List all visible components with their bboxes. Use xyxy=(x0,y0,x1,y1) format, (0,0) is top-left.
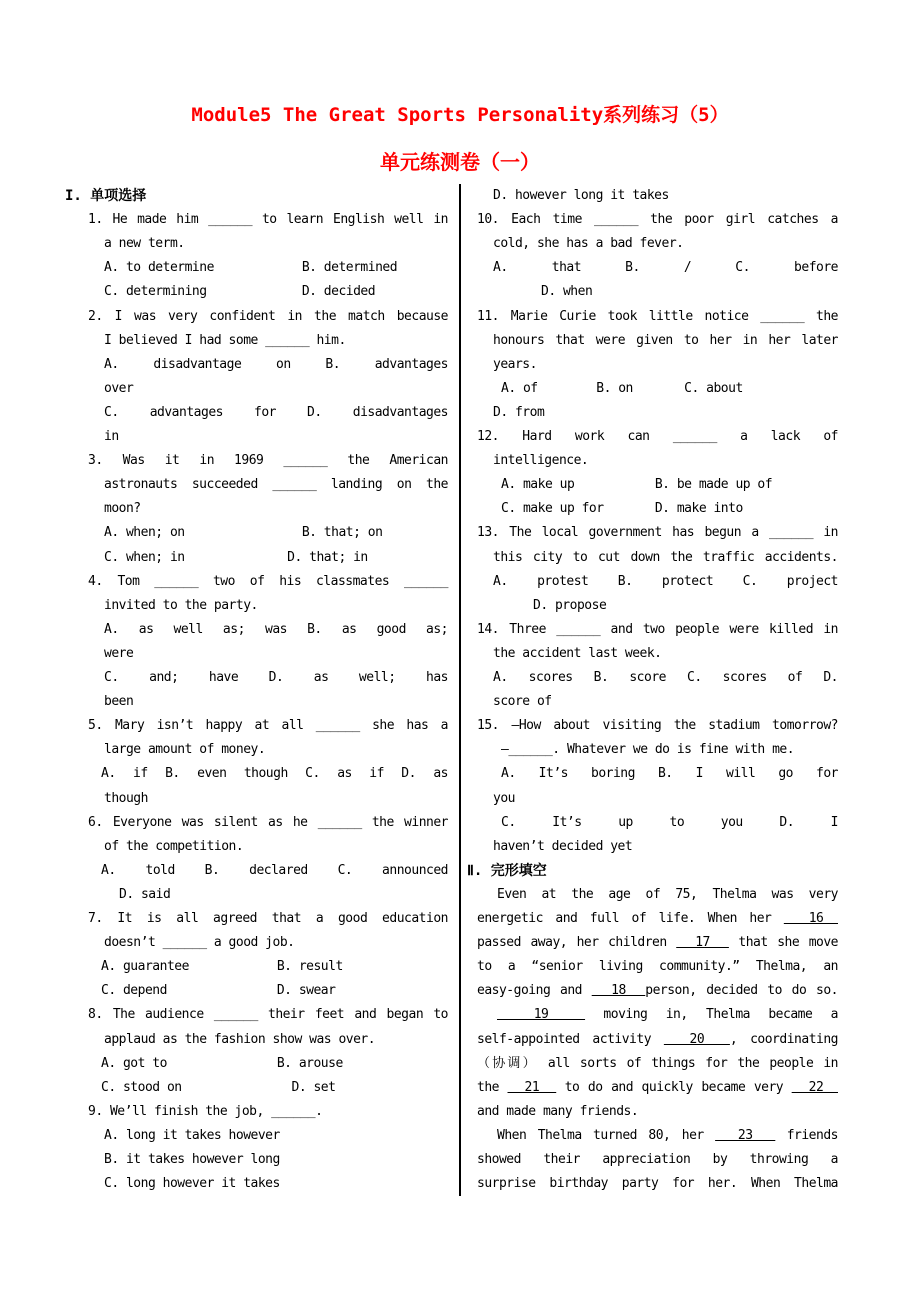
text-line xyxy=(501,762,838,786)
text-segment: invited to the party. xyxy=(104,597,258,613)
text-line xyxy=(497,883,838,907)
text-line xyxy=(104,425,448,449)
text-segment: C. stood on D. set xyxy=(101,1079,336,1095)
text-segment: 15. —How about visiting the stadium tomorrow? xyxy=(477,718,838,734)
text-segment: C. long however it takes xyxy=(104,1176,280,1192)
text-line xyxy=(104,353,448,377)
text-segment: C. make up for D. make into xyxy=(501,501,743,517)
section-heading xyxy=(65,184,448,208)
text-line xyxy=(104,594,448,618)
text-line xyxy=(477,955,838,979)
text-segment: 14. Three ______ and two people were killed in xyxy=(477,621,838,637)
text-line xyxy=(477,305,838,329)
text-segment: —______. Whatever we do is fine with me. xyxy=(501,742,795,758)
text-segment: Ⅱ. 完形填空 xyxy=(467,862,547,879)
text-segment: over xyxy=(104,380,134,396)
text-line xyxy=(477,1100,838,1124)
text-line xyxy=(104,521,448,545)
text-line xyxy=(493,184,838,208)
text-line xyxy=(493,232,838,256)
text-line xyxy=(493,401,838,425)
text-line xyxy=(119,883,448,907)
text-segment: B. it takes however long xyxy=(104,1152,280,1167)
text-line xyxy=(104,280,448,304)
text-segment: 13. The local government has begun a ______ in xyxy=(477,525,838,541)
text-segment: A. disadvantage on B. advantages xyxy=(104,356,448,372)
text-segment: easy-going and xyxy=(477,983,592,999)
text-line xyxy=(104,1148,448,1172)
text-segment: When Thelma turned 80, her xyxy=(497,1127,716,1143)
text-line xyxy=(477,1076,838,1100)
text-line xyxy=(104,666,448,690)
text-segment: though xyxy=(104,790,148,806)
text-segment: astronauts succeeded ______ landing on the xyxy=(104,477,448,493)
text-line xyxy=(501,811,838,835)
text-line xyxy=(477,618,838,642)
text-segment: large amount of money. xyxy=(104,742,266,758)
text-segment: C. It’s up to you D. I xyxy=(501,814,838,830)
document-title: Module5 The Great Sports Personality系列练习（5） xyxy=(191,104,729,126)
text-line xyxy=(477,979,838,1003)
text-line xyxy=(493,835,838,859)
text-segment: 2. I was very confident in the match because xyxy=(88,308,448,324)
text-segment: A. make up B. be made up of xyxy=(501,477,773,493)
text-line xyxy=(88,811,448,835)
text-segment: A. when; on B. that; on xyxy=(104,525,383,541)
text-segment: I. 单项选择 xyxy=(65,188,147,204)
text-segment: friends xyxy=(775,1127,838,1143)
text-line xyxy=(497,1003,838,1027)
section-heading xyxy=(467,859,838,883)
text-line xyxy=(501,738,838,762)
text-segment: Even at the age of 75, Thelma was very xyxy=(497,886,838,902)
text-line xyxy=(104,642,448,666)
cloze-blank: 18 xyxy=(591,983,646,999)
text-line xyxy=(101,859,448,883)
text-segment: the xyxy=(477,1079,508,1095)
text-line xyxy=(88,449,448,473)
text-line xyxy=(88,1100,448,1124)
text-segment: D. propose xyxy=(533,597,607,613)
text-line xyxy=(88,1003,448,1027)
text-segment: 11. Marie Curie took little notice ______ the xyxy=(477,308,838,324)
text-segment: cold, she has a bad fever. xyxy=(493,236,684,252)
text-line xyxy=(477,425,838,449)
text-segment: you xyxy=(493,790,515,806)
text-line xyxy=(477,1052,838,1076)
text-segment: moving in, Thelma became a xyxy=(585,1007,838,1023)
text-line xyxy=(104,690,448,714)
text-line xyxy=(104,835,448,859)
text-line xyxy=(493,449,838,473)
text-segment: D. from xyxy=(493,404,545,420)
column-divider xyxy=(459,184,461,1196)
text-line xyxy=(104,256,448,280)
text-segment: A. long it takes however xyxy=(104,1127,280,1143)
text-line xyxy=(104,377,448,401)
text-segment: 6. Everyone was silent as he ______ the winner xyxy=(88,814,448,830)
text-line xyxy=(104,497,448,521)
text-line xyxy=(493,642,838,666)
text-line xyxy=(104,738,448,762)
text-line xyxy=(101,1076,448,1100)
text-line xyxy=(104,1172,448,1196)
text-segment: to do and quickly became very xyxy=(556,1079,792,1095)
text-line xyxy=(477,1172,838,1196)
text-line xyxy=(493,666,838,690)
text-line xyxy=(477,1148,838,1172)
text-segment: I believed I had some ______ him. xyxy=(104,332,346,348)
text-segment: doesn’t ______ a good job. xyxy=(104,935,295,951)
text-segment: intelligence. xyxy=(493,453,589,469)
text-segment: 9. We’ll finish the job, ______. xyxy=(88,1103,323,1119)
text-line xyxy=(104,1124,448,1148)
text-line xyxy=(477,1028,838,1052)
text-segment: moon? xyxy=(104,501,141,517)
text-line xyxy=(477,714,838,738)
text-segment: showed their appreciation by throwing a xyxy=(477,1152,838,1167)
text-line xyxy=(104,931,448,955)
text-line xyxy=(533,594,838,618)
text-segment: to a “senior living community.” Thelma, an xyxy=(477,959,838,975)
text-segment: in xyxy=(104,429,119,444)
cloze-blank: 23 xyxy=(715,1127,776,1143)
text-segment: score of xyxy=(493,694,552,710)
cloze-blank: 20 xyxy=(663,1031,730,1047)
text-line xyxy=(501,473,838,497)
text-line xyxy=(104,546,448,570)
text-line xyxy=(101,1052,448,1076)
text-line xyxy=(497,1124,838,1148)
text-line xyxy=(104,473,448,497)
cloze-blank: 19 xyxy=(497,1007,586,1023)
text-segment: A. of B. on C. about xyxy=(501,380,743,396)
text-segment: （协调） all sorts of things for the people in xyxy=(477,1055,838,1071)
text-segment: D. when xyxy=(541,284,593,300)
text-line xyxy=(104,232,448,256)
text-segment: A. got to B. arouse xyxy=(101,1055,343,1071)
text-segment: A. told B. declared C. announced xyxy=(101,862,448,878)
text-line xyxy=(493,546,838,570)
text-line xyxy=(493,353,838,377)
text-line xyxy=(104,787,448,811)
document-subtitle: 单元练测卷（一） xyxy=(380,150,540,174)
text-segment: , coordinating xyxy=(729,1031,838,1047)
text-segment: 4. Tom ______ two of his classmates ______ xyxy=(88,573,448,589)
text-segment: person, decided to do so. xyxy=(645,983,838,999)
text-line xyxy=(104,329,448,353)
text-line xyxy=(104,618,448,642)
text-line xyxy=(493,787,838,811)
text-segment: C. advantages for D. disadvantages xyxy=(104,404,448,420)
text-segment: the accident last week. xyxy=(493,645,662,661)
text-segment: D. said xyxy=(119,886,171,902)
text-segment: A. It’s boring B. I will go for xyxy=(501,766,838,782)
text-segment: C. when; in D. that; in xyxy=(104,549,368,565)
cloze-blank: 16 xyxy=(783,911,838,926)
text-segment: A. that B. / C. before xyxy=(493,260,838,276)
text-line xyxy=(88,570,448,594)
text-segment: 8. The audience ______ their feet and began to xyxy=(88,1007,448,1023)
text-line xyxy=(501,377,838,401)
text-segment: 10. Each time ______ the poor girl catches a xyxy=(477,212,838,228)
cloze-blank: 17 xyxy=(676,935,729,951)
text-segment: honours that were given to her in her later xyxy=(493,332,838,348)
text-segment: surprise birthday party for her. When Thelma xyxy=(477,1176,838,1192)
text-line xyxy=(501,497,838,521)
text-line xyxy=(104,401,448,425)
text-segment: were xyxy=(104,645,134,661)
text-line xyxy=(493,570,838,594)
text-segment: C. depend D. swear xyxy=(101,983,336,999)
text-segment: A. as well as; was B. as good as; xyxy=(104,621,448,637)
text-segment: 1. He made him ______ to learn English well in xyxy=(88,212,448,228)
cloze-blank: 21 xyxy=(507,1079,557,1095)
text-line xyxy=(541,280,838,304)
text-segment: 5. Mary isn’t happy at all ______ she has a xyxy=(88,718,448,734)
text-segment: D. however long it takes xyxy=(493,188,669,203)
text-segment: C. and; have D. as well; has xyxy=(104,670,448,685)
cloze-blank: 22 xyxy=(791,1079,838,1095)
text-segment: haven’t decided yet xyxy=(493,838,633,854)
text-line xyxy=(493,690,838,714)
text-line xyxy=(88,208,448,232)
text-segment: A. guarantee B. result xyxy=(101,959,343,975)
text-segment: passed away, her children xyxy=(477,935,677,951)
text-segment: and made many friends. xyxy=(477,1103,639,1119)
text-segment: A. scores B. score C. scores of D. xyxy=(493,670,838,685)
text-line xyxy=(493,256,838,280)
text-line xyxy=(88,714,448,738)
text-segment: a new term. xyxy=(104,236,185,252)
text-segment: of the competition. xyxy=(104,838,244,854)
text-segment: applaud as the fashion show was over. xyxy=(104,1031,376,1047)
text-line xyxy=(493,329,838,353)
text-segment: that she move xyxy=(728,935,838,951)
text-line xyxy=(101,955,448,979)
text-segment: been xyxy=(104,694,134,710)
text-line xyxy=(477,907,838,931)
text-segment: energetic and full of life. When her xyxy=(477,911,784,926)
text-line xyxy=(477,521,838,545)
text-segment: self-appointed activity xyxy=(477,1031,664,1047)
text-line xyxy=(101,979,448,1003)
text-segment: 7. It is all agreed that a good education xyxy=(88,911,448,926)
text-segment: this city to cut down the traffic accidents. xyxy=(493,549,838,565)
text-segment: A. protest B. protect C. project xyxy=(493,573,838,589)
text-segment: A. to determine B. determined xyxy=(104,260,398,276)
text-line xyxy=(88,907,448,931)
text-segment: 12. Hard work can ______ a lack of xyxy=(477,429,838,444)
text-segment: 3. Was it in 1969 ______ the American xyxy=(88,453,448,469)
text-segment: A. if B. even though C. as if D. as xyxy=(101,766,448,782)
text-line xyxy=(477,931,838,955)
text-line xyxy=(101,762,448,786)
text-line xyxy=(477,208,838,232)
text-line xyxy=(104,1028,448,1052)
text-line xyxy=(88,305,448,329)
text-segment: years. xyxy=(493,356,537,372)
text-segment: C. determining D. decided xyxy=(104,284,376,300)
